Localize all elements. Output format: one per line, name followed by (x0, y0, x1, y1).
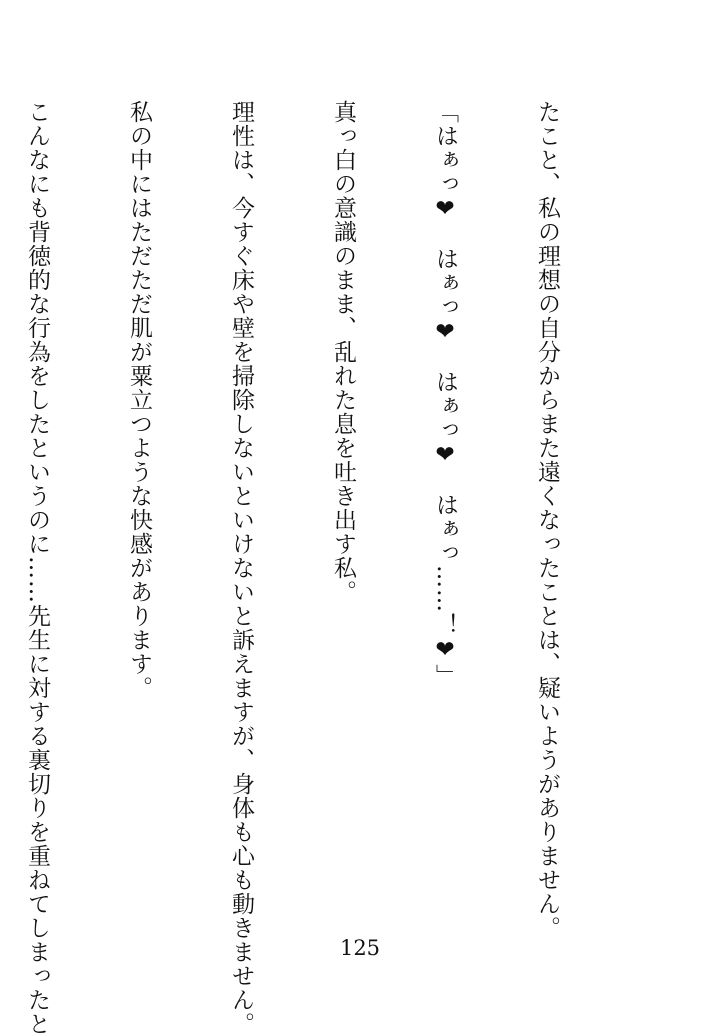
text-line: 真っ白の意識のまま、乱れた息を吐き出す私。 (330, 100, 356, 604)
text-line: たこと、私の理想の自分からまた遠くなったことは、疑いようがありません。 (534, 100, 560, 940)
text-line: 「はぁっ❤ はぁっ❤ はぁっ❤ はぁっ……！❤」 (432, 100, 458, 688)
text-line: こんなにも背徳的な行為をしたというのに……先生に対する裏切りを重ねてしまったと (24, 100, 50, 1036)
text-line: 理性は、今すぐ床や壁を掃除しないといけないと訴えますが、身体も心も動きません。 (228, 100, 254, 1036)
page-number: 125 (339, 936, 381, 960)
text-line: 私の中にはただただ肌が粟立つような快感があります。 (126, 100, 152, 700)
